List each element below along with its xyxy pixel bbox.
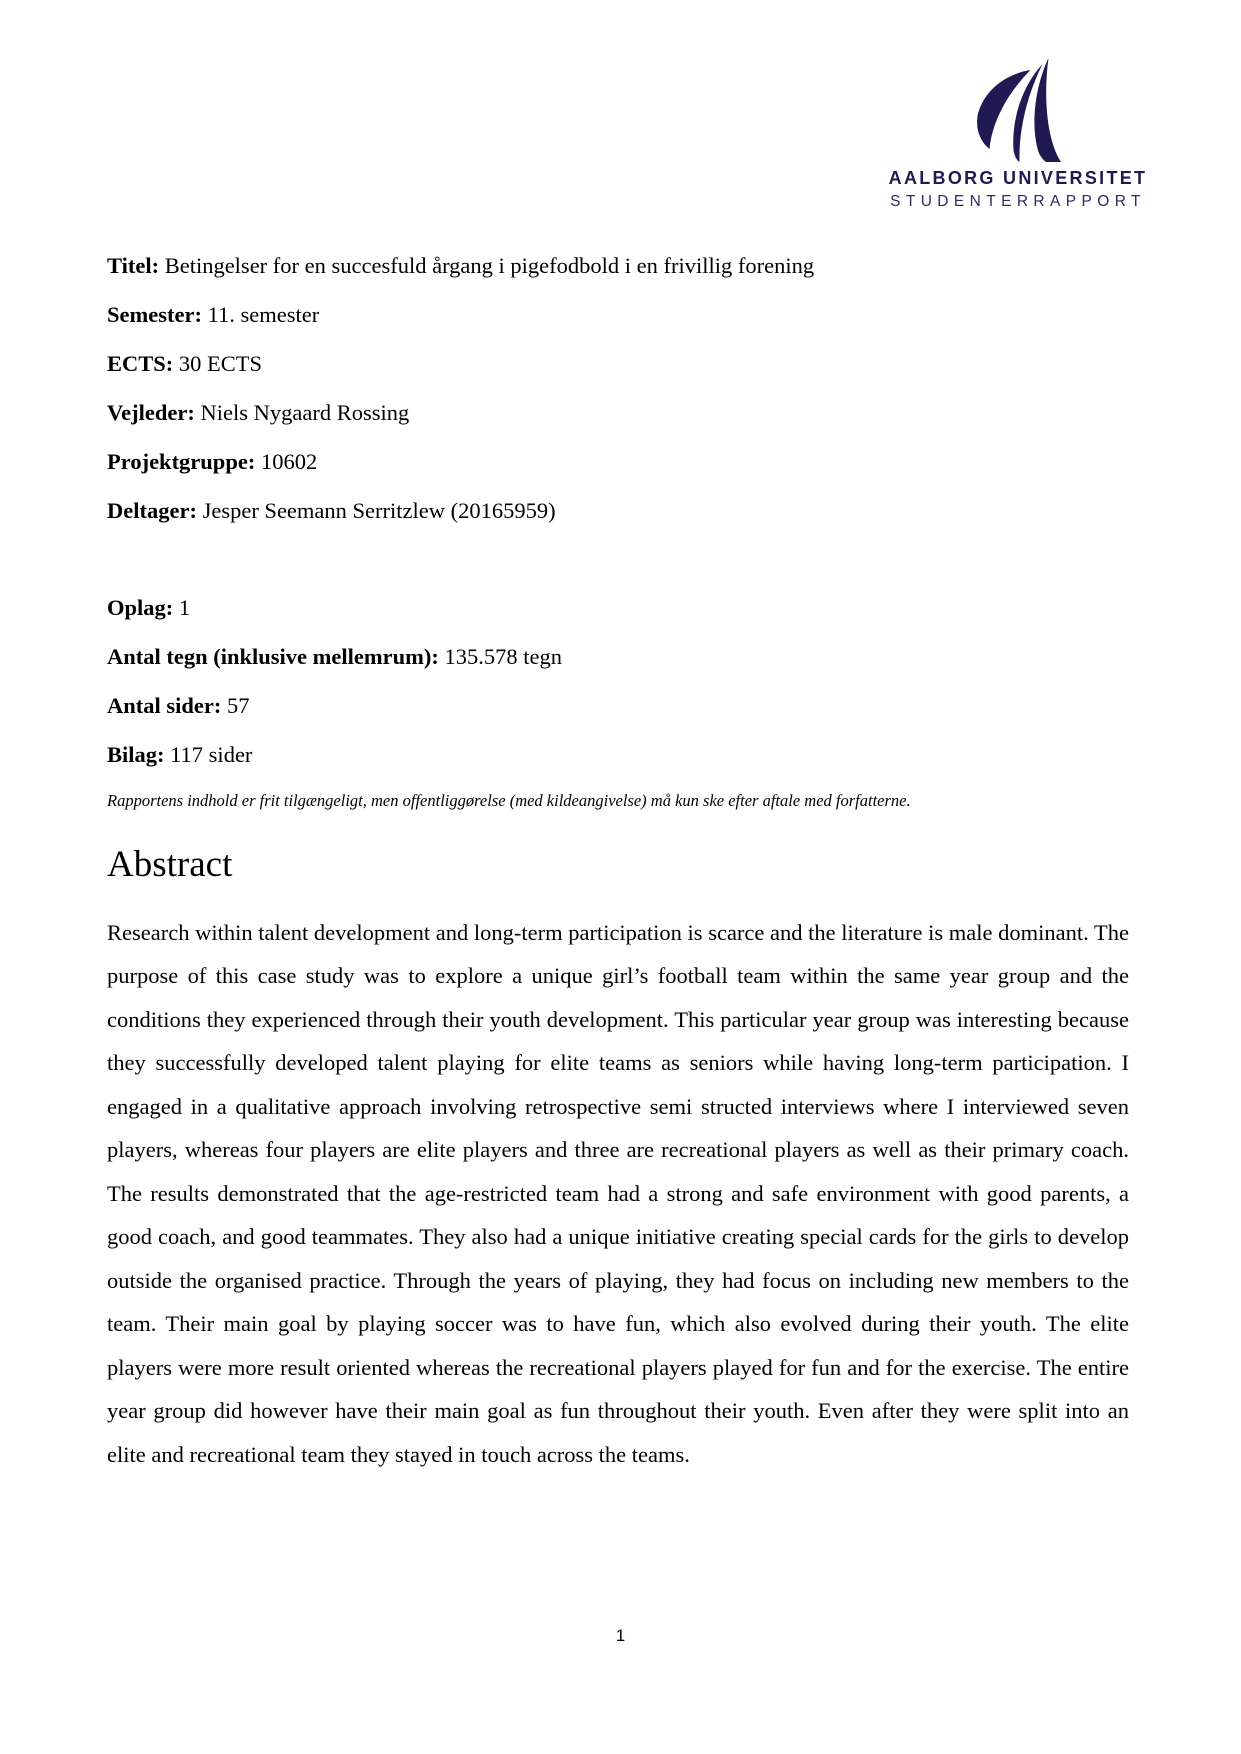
- page-number: 1: [615, 1626, 626, 1645]
- field-antal-tegn-value: 135.578 tegn: [444, 644, 562, 669]
- field-deltager-label: Deltager:: [107, 498, 197, 523]
- field-ects-value: 30 ECTS: [178, 351, 263, 376]
- field-ects: [107, 350, 1129, 378]
- field-projektgruppe: [107, 448, 1129, 476]
- report-type-label: STUDENTERRAPPORT: [890, 193, 1146, 210]
- field-vejleder: [107, 399, 1129, 427]
- field-titel-label: Titel:: [107, 253, 160, 278]
- university-wordmark: AALBORG UNIVERSITET: [888, 168, 1148, 188]
- field-bilag-label: Bilag:: [107, 742, 165, 767]
- field-antal-sider-label: Antal sider:: [107, 693, 222, 718]
- abstract-paragraph: Research within talent development and long-term participation is scarce and the literature is male dominant. The purpose of this case study was to explore a unique girl’s football team within the same year group and the conditions they experienced through their youth development. This particular year group was interesting because they successfully developed talent playing for elite teams as seniors while having long-term participation. I engaged in a qualitative approach involving retrospective semi structed interviews where I interviewed seven players, whereas four players are elite players and three are recreational players as well as their primary coach. The results demonstrated that the age-restricted team had a strong and safe environment with good parents, a good coach, and good teammates. They also had a unique initiative creating special cards for the girls to develop outside the organised practice. Through the years of playing, they had focus on including new members to the team. Their main goal by playing soccer was to have fun, which also evolved during their youth. The elite players were more result oriented whereas the recreational players played for fun and for the exercise. The entire year group did however have their main goal as fun throughout their youth. Even after they were split into an elite and recreational team they stayed in touch across the teams.: [107, 919, 1129, 1467]
- field-semester-label: Semester:: [107, 302, 202, 327]
- aau-swirl-icon: [970, 58, 1066, 162]
- field-oplag-value: 1: [178, 595, 191, 620]
- field-vejleder-label: Vejleder:: [107, 400, 195, 425]
- field-antal-sider: [107, 692, 1129, 720]
- field-deltager: [107, 497, 1129, 525]
- field-ects-label: ECTS:: [107, 351, 174, 376]
- field-semester-value: 11. semester: [207, 302, 320, 327]
- field-titel-value: Betingelser for en succesfuld årgang i pigefodbold i en frivillig forening: [164, 253, 815, 278]
- field-bilag: [107, 741, 1129, 769]
- field-antal-tegn: [107, 643, 1129, 671]
- field-antal-sider-value: 57: [227, 693, 250, 718]
- field-antal-tegn-label: Antal tegn (inklusive mellemrum):: [107, 644, 439, 669]
- university-logo: [880, 58, 1156, 211]
- abstract-heading: Abstract: [107, 844, 233, 885]
- field-vejleder-value: Niels Nygaard Rossing: [200, 400, 410, 425]
- field-projektgruppe-label: Projektgruppe:: [107, 449, 256, 474]
- field-semester: [107, 301, 1129, 329]
- field-projektgruppe-value: 10602: [260, 449, 318, 474]
- field-oplag-label: Oplag:: [107, 595, 174, 620]
- field-bilag-value: 117 sider: [170, 742, 253, 767]
- copyright-note: Rapportens indhold er frit tilgængeligt, men offentliggørelse (med kildeangivelse) må kun ske efter aftale med forfatterne.: [107, 791, 911, 810]
- field-deltager-value: Jesper Seemann Serritzlew (20165959): [202, 498, 556, 523]
- field-oplag: [107, 594, 1129, 622]
- page-content: [107, 252, 1129, 1499]
- field-titel: [107, 252, 1129, 280]
